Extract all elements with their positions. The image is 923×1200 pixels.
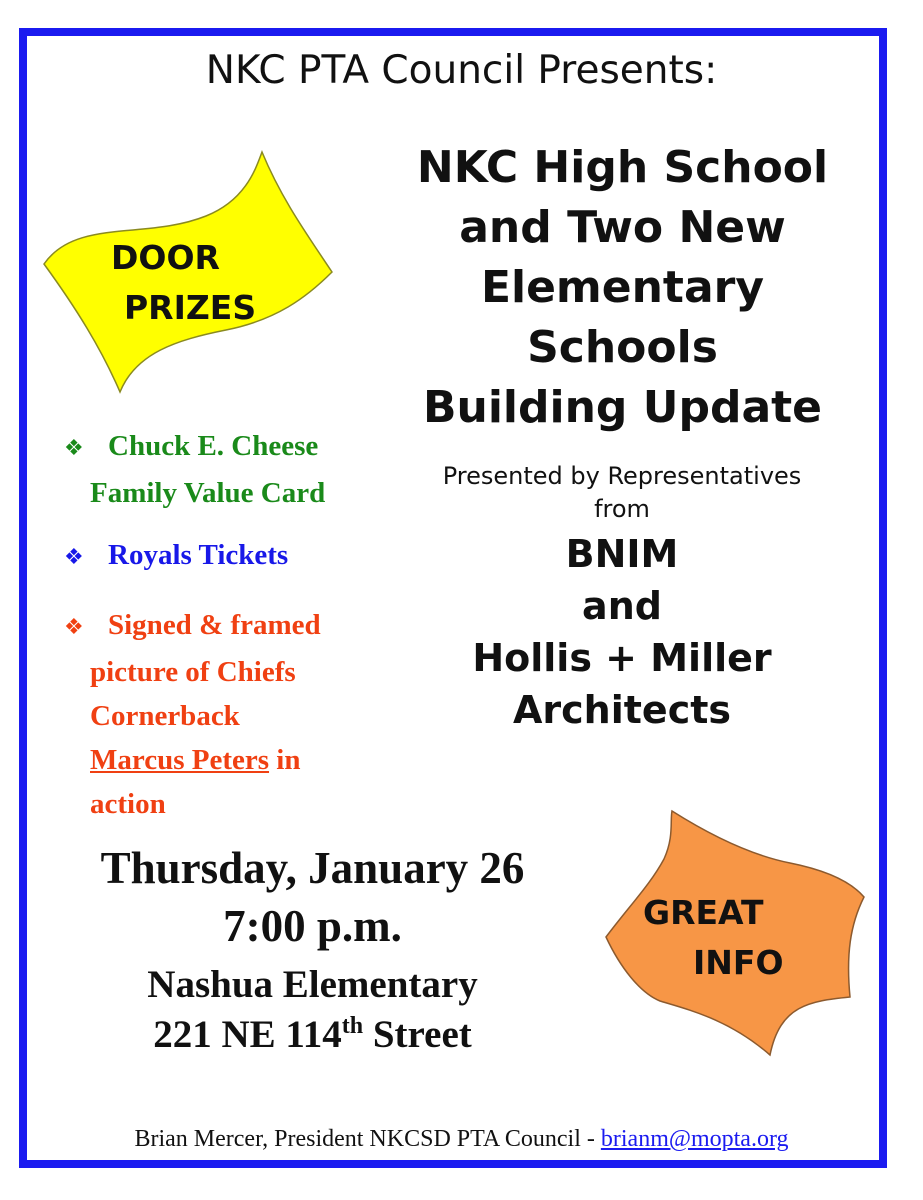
diamond-bullet-icon: ❖ — [64, 615, 84, 640]
prize-item-chuck-e-cheese — [64, 424, 384, 515]
diamond-bullet-icon: ❖ — [64, 545, 84, 570]
footer — [0, 1126, 923, 1153]
prize-line: picture of Chiefs — [90, 656, 296, 688]
diamond-bullet-icon: ❖ — [64, 436, 84, 461]
presenter-line: BNIM — [565, 532, 679, 576]
prize-line: Chuck E. Cheese — [108, 430, 319, 462]
presenter-line: Hollis + Miller — [472, 636, 772, 680]
address-ordinal: th — [341, 1013, 364, 1039]
prize-line: Signed & framed — [108, 609, 321, 641]
great-info-line1: GREAT — [643, 893, 764, 932]
player-name: Marcus Peters — [90, 744, 270, 776]
door-prizes-flag — [36, 148, 336, 398]
prize-item-chiefs-picture — [64, 603, 384, 826]
main-title-line: Building Update — [422, 382, 823, 433]
presenters — [392, 528, 852, 736]
main-title-line: and Two New — [459, 202, 786, 253]
main-title-line: Schools — [527, 322, 718, 373]
main-title — [375, 138, 870, 438]
event-address — [40, 1012, 585, 1057]
address-number: 221 NE 114 — [153, 1013, 342, 1056]
event-venue: Nashua Elementary — [147, 963, 478, 1006]
great-info-flag — [600, 805, 870, 1060]
main-title-line: Elementary — [480, 262, 765, 313]
presented-by-line: from — [594, 495, 650, 523]
presented-by-line: Presented by Representatives — [442, 462, 802, 490]
main-title-line: NKC High School — [416, 142, 829, 193]
great-info-line2: INFO — [693, 943, 784, 982]
address-street: Street — [363, 1013, 472, 1056]
presented-by — [392, 460, 852, 526]
footer-email-link[interactable]: brianm@mopta.org — [600, 1126, 789, 1152]
footer-text: Brian Mercer, President NKCSD PTA Council - — [134, 1126, 601, 1152]
great-info-flag-shape — [600, 805, 870, 1060]
prize-line: action — [90, 788, 166, 820]
prize-line-suffix: in — [269, 744, 301, 776]
prize-line: Family Value Card — [90, 477, 326, 509]
event-date: Thursday, January 26 — [100, 843, 525, 893]
door-prizes-line1: DOOR — [111, 238, 220, 277]
header-title: NKC PTA Council Presents: — [205, 48, 718, 93]
event-time: 7:00 p.m. — [223, 901, 402, 951]
prize-line: Royals Tickets — [108, 539, 289, 571]
prize-item-royals-tickets — [64, 533, 384, 580]
presenter-line: Architects — [513, 688, 731, 732]
prize-line: Cornerback — [90, 700, 240, 732]
door-prizes-line2: PRIZES — [124, 288, 257, 327]
presenter-line: and — [582, 584, 662, 628]
